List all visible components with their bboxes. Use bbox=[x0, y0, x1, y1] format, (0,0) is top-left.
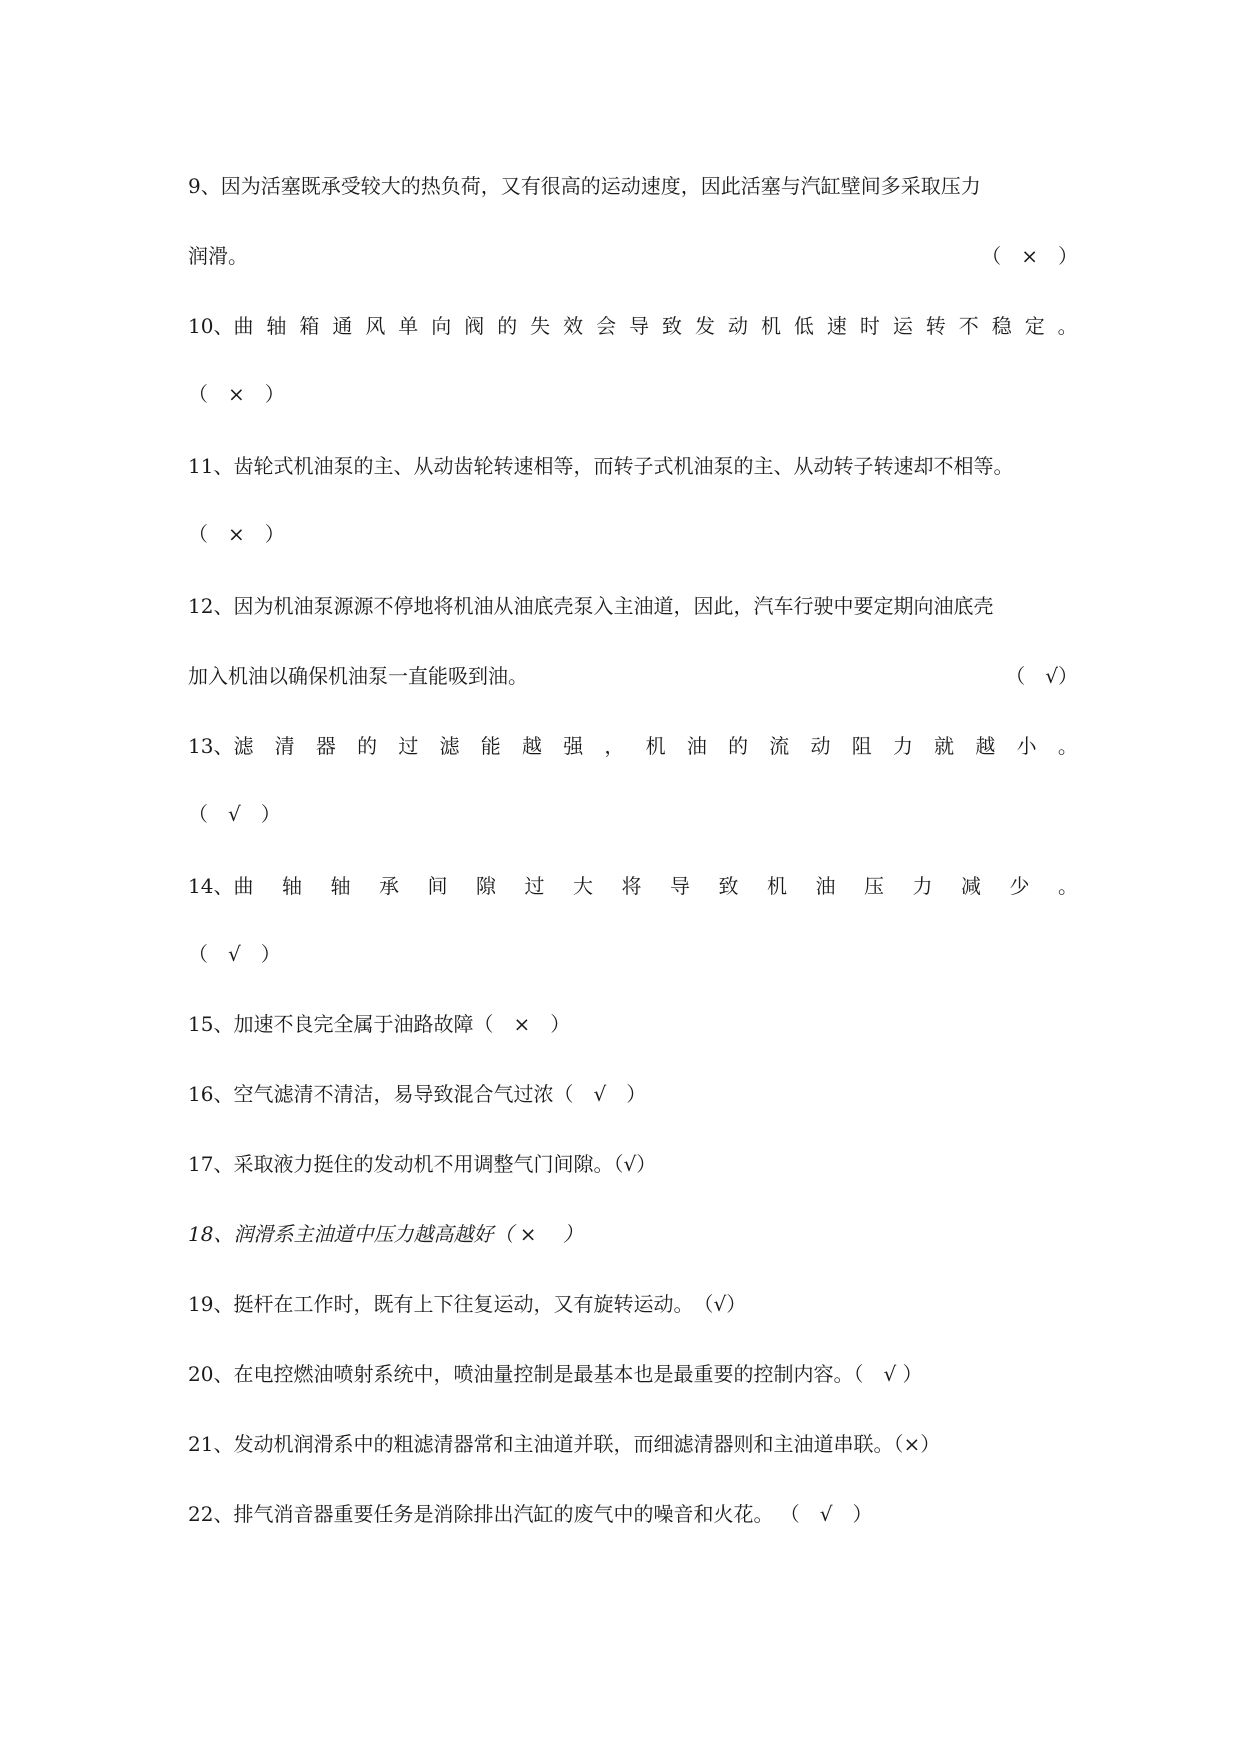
question-9 bbox=[188, 172, 1078, 200]
question-19 bbox=[188, 1290, 1078, 1318]
question-text: 19、挺杆在工作时，既有上下往复运动，又有旋转运动。 （√） bbox=[188, 1292, 747, 1316]
question-14-answer bbox=[188, 940, 1078, 968]
question-text: 22、排气消音器重要任务是消除排出汽缸的废气中的噪音和火花。 （ √ ） bbox=[188, 1502, 873, 1526]
question-16 bbox=[188, 1080, 1078, 1108]
answer-mark: （ √ ） bbox=[188, 802, 281, 826]
question-text: 10、曲 轴 箱 通 风 单 向 阀 的 失 效 会 导 致 发 动 机 低 速 时 运 转 不 稳 定 。 bbox=[188, 314, 1078, 338]
question-text: 13、滤 清 器 的 过 滤 能 越 强 ， 机 油 的 流 动 阻 力 就 越 小 。 bbox=[188, 734, 1078, 758]
question-12-continuation bbox=[188, 662, 1078, 690]
question-21 bbox=[188, 1430, 1078, 1458]
question-17 bbox=[188, 1150, 1078, 1178]
question-text: 18、润滑系主油道中压力越高越好（ × ） bbox=[188, 1222, 583, 1246]
question-text: 20、在电控燃油喷射系统中，喷油量控制是最基本也是最重要的控制内容。（ √ ） bbox=[188, 1362, 923, 1386]
question-text: 15、加速不良完全属于油路故障（ × ） bbox=[188, 1012, 571, 1036]
question-10-answer bbox=[188, 380, 1078, 408]
question-text: 加入机油以确保机油泵一直能吸到油。 bbox=[188, 664, 528, 688]
question-12 bbox=[188, 592, 1078, 620]
question-22 bbox=[188, 1500, 1078, 1528]
question-11 bbox=[188, 452, 1078, 480]
question-13-answer bbox=[188, 800, 1078, 828]
answer-mark: （ √ ） bbox=[188, 942, 281, 966]
answer-mark: （ × ） bbox=[188, 382, 285, 406]
question-text: 14、曲 轴 轴 承 间 隙 过 大 将 导 致 机 油 压 力 减 少 。 bbox=[188, 874, 1078, 898]
question-9-continuation bbox=[188, 242, 1078, 270]
question-15 bbox=[188, 1010, 1078, 1038]
question-text: 21、发动机润滑系中的粗滤清器常和主油道并联，而细滤清器则和主油道串联。（×） bbox=[188, 1432, 941, 1456]
question-11-answer bbox=[188, 520, 1078, 548]
question-text: 11、齿轮式机油泵的主、从动齿轮转速相等，而转子式机油泵的主、从动转子转速却不相等。 bbox=[188, 454, 1014, 478]
answer-mark: （ √） bbox=[1005, 664, 1078, 688]
question-20 bbox=[188, 1360, 1078, 1388]
question-14 bbox=[188, 872, 1078, 900]
question-text: 9、因为活塞既承受较大的热负荷，又有很高的运动速度，因此活塞与汽缸壁间多采取压力 bbox=[188, 174, 981, 198]
question-text: 16、空气滤清不清洁，易导致混合气过浓（ √ ） bbox=[188, 1082, 647, 1106]
question-13 bbox=[188, 732, 1078, 760]
question-text: 12、因为机油泵源源不停地将机油从油底壳泵入主油道，因此，汽车行驶中要定期向油底壳 bbox=[188, 594, 994, 618]
answer-mark: （ × ） bbox=[981, 244, 1078, 268]
question-text: 17、采取液力挺住的发动机不用调整气门间隙。（√） bbox=[188, 1152, 657, 1176]
question-10 bbox=[188, 312, 1078, 340]
answer-mark: （ × ） bbox=[188, 522, 285, 546]
question-18 bbox=[188, 1220, 1078, 1248]
question-text: 润滑。 bbox=[188, 244, 248, 268]
